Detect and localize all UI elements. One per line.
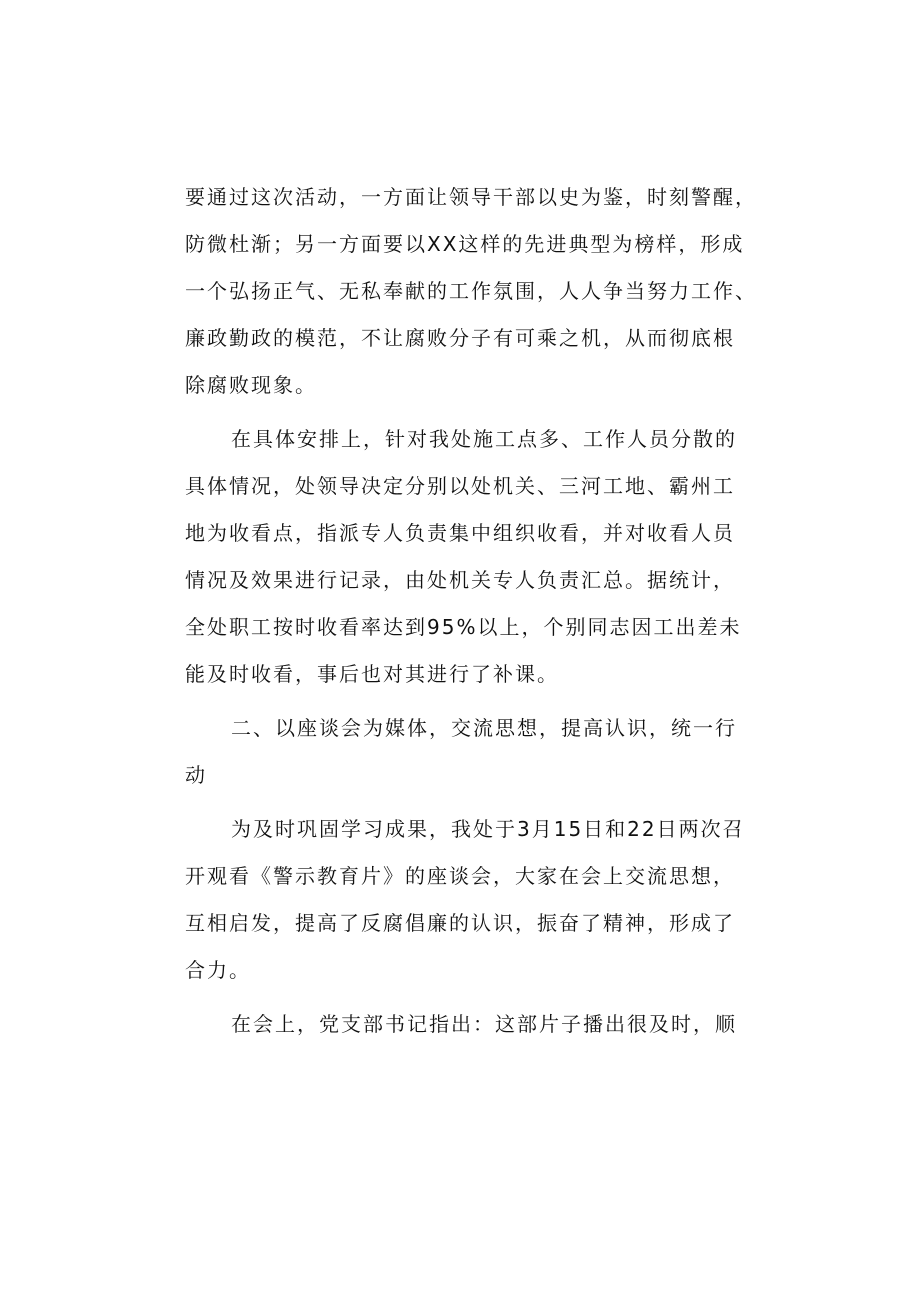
paragraph-2-line-2: 具体情况，处领导决定分别以处机关、三河工地、霸州工 [185,474,735,498]
paragraph-4-line-1: 为及时巩固学习成果，我处于3月15日和22日两次召 [231,817,745,841]
paragraph-2-line-1: 在具体安排上，针对我处施工点多、工作人员分散的 [231,427,737,451]
paragraph-2-line-6: 能及时收看，事后也对其进行了补课。 [185,662,559,686]
paragraph-1-line-3: 一个弘扬正气、无私奉献的工作氛围，人人争当努力工作、 [185,279,757,303]
paragraph-4-line-3: 互相启发，提高了反腐倡廉的认识，振奋了精神，形成了 [185,911,735,935]
section-heading-line-1: 二、以座谈会为媒体，交流思想，提高认识，统一行 [231,716,737,740]
paragraph-1-line-2: 防微杜渐；另一方面要以XX这样的先进典型为榜样，形成 [185,232,745,256]
paragraph-4-line-4: 合力。 [185,958,251,982]
paragraph-4-line-2: 开观看《警示教育片》的座谈会，大家在会上交流思想， [185,864,735,888]
paragraph-1-line-1: 要通过这次活动，一方面让领导干部以史为鉴，时刻警醒， [185,185,757,209]
paragraph-1-line-5: 除腐败现象。 [185,373,317,397]
document-body [185,181,757,1055]
section-heading-line-2: 动 [185,763,207,787]
paragraph-2-line-3: 地为收看点，指派专人负责集中组织收看，并对收看人员 [185,521,735,545]
paragraph-2-line-5: 全处职工按时收看率达到95%以上，个别同志因工出差未 [185,615,742,639]
paragraph-5-line-1: 在会上，党支部书记指出：这部片子播出很及时，顺 [231,1012,737,1036]
paragraph-1-line-4: 廉政勤政的模范，不让腐败分子有可乘之机，从而彻底根 [185,326,735,350]
paragraph-2-line-4: 情况及效果进行记录，由处机关专人负责汇总。据统计， [185,568,735,592]
